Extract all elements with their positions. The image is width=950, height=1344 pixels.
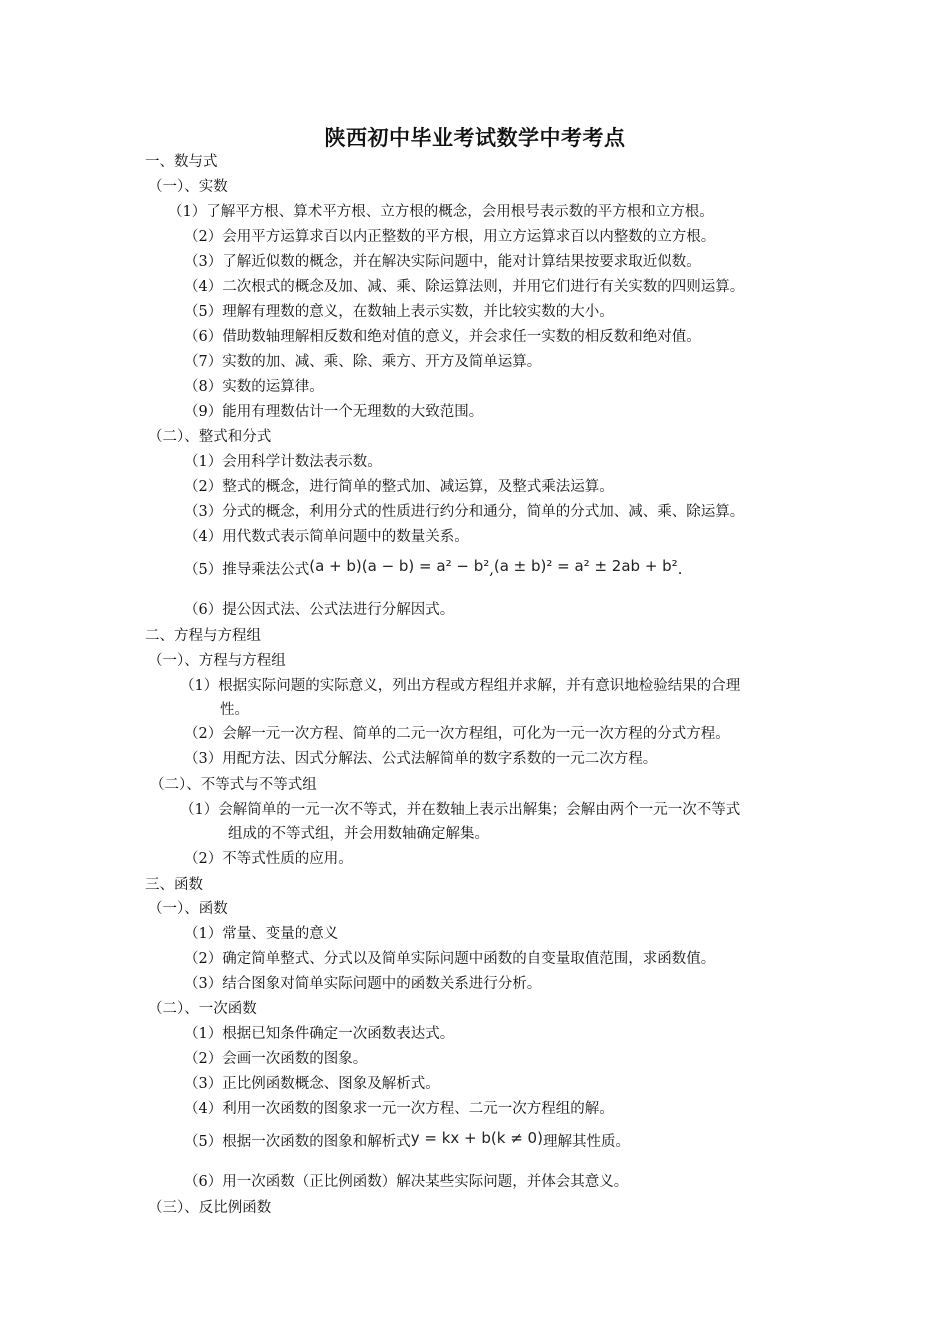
formula-linear-function: y = kx + b(k ≠ 0) — [410, 1129, 543, 1147]
list-item: （5）理解有理数的意义，在数轴上表示实数，并比较实数的大小。 — [184, 304, 614, 320]
section-heading-2: 二、方程与方程组 — [145, 628, 261, 644]
formula-end: . — [677, 562, 683, 578]
formula-separator: , — [489, 562, 494, 578]
list-item: （2）会用平方运算求百以内正整数的平方根，用立方运算求百以内整数的立方根。 — [184, 229, 716, 245]
list-item: （6）提公因式法、公式法进行分解因式。 — [184, 602, 455, 618]
list-item: （1）根据实际问题的实际意义，列出方程或方程组并求解，并有意识地检验结果的合理 — [180, 678, 741, 694]
subsection-heading-1-2: （二）、整式和分式 — [148, 429, 272, 445]
list-item: （9）能用有理数估计一个无理数的大致范围。 — [184, 404, 484, 420]
section-heading-3: 三、函数 — [145, 877, 203, 893]
list-item: （3）了解近似数的概念，并在解决实际问题中，能对计算结果按要求取近似数。 — [184, 254, 701, 270]
list-item: （2）会画一次函数的图象。 — [184, 1051, 368, 1067]
list-item: （3）结合图象对简单实际问题中的函数关系进行分析。 — [184, 976, 542, 992]
list-item: （4）二次根式的概念及加、减、乘、除运算法则，并用它们进行有关实数的四则运算。 — [184, 279, 745, 295]
subsection-heading-1-1: （一）、实数 — [148, 179, 228, 195]
list-item: （3）正比例函数概念、图象及解析式。 — [184, 1076, 440, 1092]
list-item: （2）会解一元一次方程、简单的二元一次方程组，可化为一元一次方程的分式方程。 — [184, 726, 730, 742]
list-item: （2）整式的概念，进行简单的整式加、减运算，及整式乘法运算。 — [184, 479, 614, 495]
list-item: （8）实数的运算律。 — [184, 379, 324, 395]
list-item-formula — [184, 557, 682, 579]
list-item: （6）用一次函数（正比例函数）解决某些实际问题，并体会其意义。 — [184, 1174, 629, 1190]
list-item: （2）不等式性质的应用。 — [184, 851, 353, 867]
subsection-heading-3-3: （三）、反比例函数 — [148, 1200, 272, 1216]
list-item: （1）了解平方根、算术平方根、立方根的概念，会用根号表示数的平方根和立方根。 — [168, 204, 714, 220]
list-item: （3）用配方法、因式分解法、公式法解简单的数字系数的一元二次方程。 — [184, 751, 658, 767]
item-text: 理解其性质。 — [542, 1134, 630, 1150]
formula-difference-of-squares: (a + b)(a − b) = a² − b² — [309, 557, 490, 575]
list-item-formula — [184, 1129, 630, 1151]
list-item: （2）确定简单整式、分式以及简单实际问题中函数的自变量取值范围，求函数值。 — [184, 951, 716, 967]
list-item: （3）分式的概念，利用分式的性质进行约分和通分，简单的分式加、减、乘、除运算。 — [184, 504, 745, 520]
subsection-heading-3-2: （二）、一次函数 — [148, 1001, 257, 1017]
subsection-heading-3-1: （一）、函数 — [148, 901, 228, 917]
list-item: （1）常量、变量的意义 — [184, 926, 339, 942]
document-title: 陕西初中毕业考试数学中考考点 — [324, 126, 626, 150]
list-item: （1）根据已知条件确定一次函数表达式。 — [184, 1026, 455, 1042]
item-text: （5）根据一次函数的图象和解析式 — [184, 1134, 411, 1150]
item-text: （5）推导乘法公式 — [184, 562, 310, 578]
list-item: （1）会用科学计数法表示数。 — [184, 454, 382, 470]
section-heading-1: 一、数与式 — [145, 154, 218, 170]
list-item: （7）实数的加、减、乘、除、乘方、开方及简单运算。 — [184, 354, 542, 370]
list-item: （4）用代数式表示简单问题中的数量关系。 — [184, 529, 469, 545]
list-item-continuation: 组成的不等式组，并会用数轴确定解集。 — [228, 826, 489, 842]
subsection-heading-2-2: （二）、不等式与不等式组 — [150, 777, 317, 793]
list-item: （1）会解简单的一元一次不等式，并在数轴上表示出解集；会解由两个一元一次不等式 — [180, 802, 741, 818]
list-item: （4）利用一次函数的图象求一元一次方程、二元一次方程组的解。 — [184, 1101, 614, 1117]
subsection-heading-2-1: （一）、方程与方程组 — [148, 653, 286, 669]
list-item: （6）借助数轴理解相反数和绝对值的意义，并会求任一实数的相反数和绝对值。 — [184, 329, 701, 345]
formula-square-of-sum: (a ± b)² = a² ± 2ab + b² — [493, 557, 678, 575]
list-item-continuation: 性。 — [220, 702, 249, 718]
